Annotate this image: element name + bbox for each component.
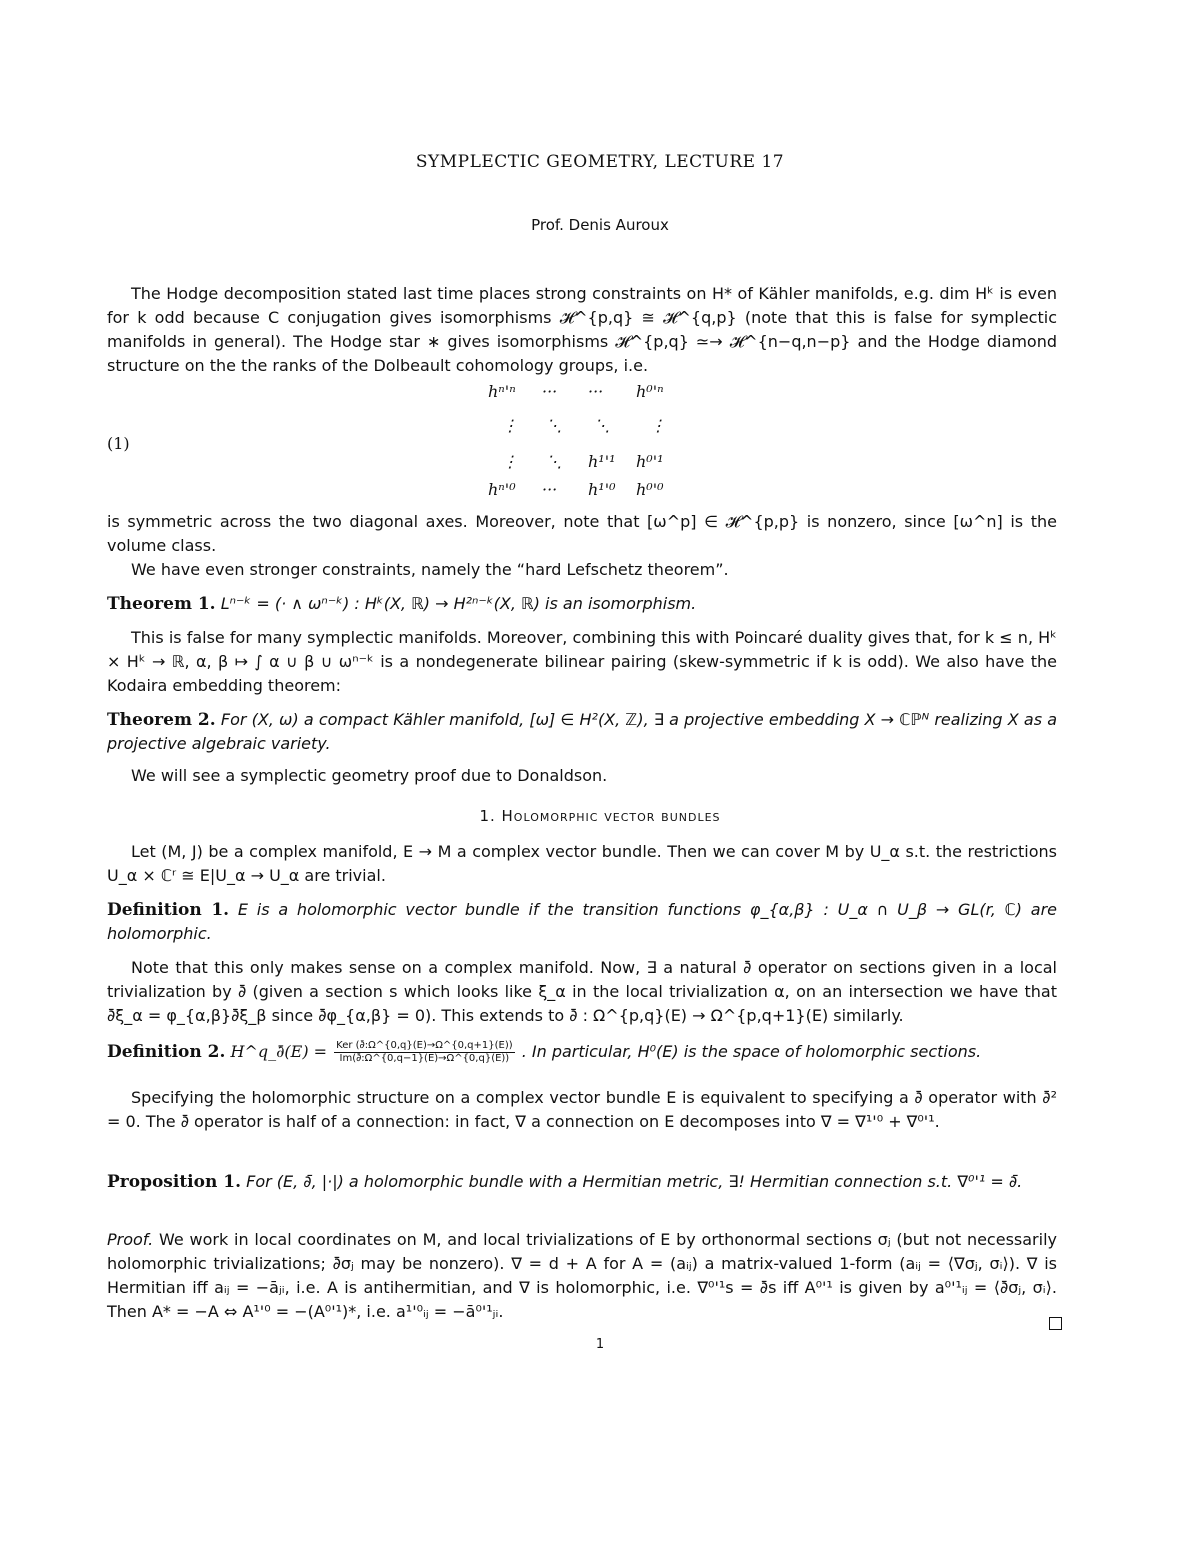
definition-2-label: Definition 2. xyxy=(107,1042,226,1062)
qed-symbol xyxy=(1049,1317,1062,1330)
author-line: Prof. Denis Auroux xyxy=(531,216,669,234)
definition-2-tail: . In particular, H⁰(E) is the space of holomorphic sections. xyxy=(521,1042,982,1061)
bundle-paragraph: Let (M, J) be a complex manifold, E → M a complex vector bundle. Then we can cover M by U_α s.t. the restrictions U_α × ℂʳ ≅ E|U_α → U_α are trivial. xyxy=(107,842,1057,885)
equation-number: (1) xyxy=(107,434,130,453)
diamond-cell: ⋱ xyxy=(546,416,562,435)
fraction-denominator: Im(∂̄:Ω^{0,q−1}(E)→Ω^{0,q}(E)) xyxy=(339,1053,510,1064)
theorem-2-label: Theorem 2. xyxy=(107,710,216,730)
theorem-2-body: For (X, ω) a compact Kähler manifold, [ω] ∈ H²(X, ℤ), ∃ a projective embedding X → ℂℙᴺ realizing X as a projective algebraic variety. xyxy=(107,710,1058,753)
diamond-cell: ··· xyxy=(542,480,558,499)
diamond-cell: ··· xyxy=(588,382,604,401)
diamond-cell: h¹'⁰ xyxy=(588,480,616,499)
theorem-1-label: Theorem 1. xyxy=(107,594,216,614)
poincare-paragraph: This is false for many symplectic manifolds. Moreover, combining this with Poincaré duality gives that, for k ≤ n, Hᵏ × Hᵏ → ℝ, α, β ↦ ∫ α ∪ β ∪ ωⁿ⁻ᵏ is a nondegenerate bilinear pairing (skew-symmetric if k is odd). We also have the Kodaira embedding theorem: xyxy=(107,628,1057,695)
dbar-paragraph: Note that this only makes sense on a complex manifold. Now, ∃ a natural ∂̄ operator on sections given in a local trivialization by ∂̄ (given a section s which looks like ξ_α in the local trivialization α, on an intersection we have that ∂̄ξ_α = φ_{α,β}∂̄ξ_β since ∂̄φ_{α,β} = 0). This extends to ∂̄ : Ω^{p,q}(E) → Ω^{p,q+1}(E) similarly. xyxy=(107,958,1057,1025)
intro-paragraph: The Hodge decomposition stated last time places strong constraints on H* of Kähler manifolds, e.g. dim Hᵏ is even for k odd because C conjugation gives isomorphisms 𝓗^{p,q} ≅ 𝓗^{q,p} (note that this is false for symplectic manifolds in general). The Hodge star ∗ gives isomorphisms 𝓗^{p,q} ≃→ 𝓗^{n−q,n−p} and the Hodge diamond structure on the the ranks of the Dolbeault cohomology groups, i.e. xyxy=(107,284,1057,375)
diamond-cell: h⁰'ⁿ xyxy=(636,382,664,401)
proposition-1-body: For (E, ∂̄, |·|) a holomorphic bundle with a Hermitian metric, ∃! Hermitian connection s.t. ∇⁰'¹ = ∂̄. xyxy=(246,1172,1023,1191)
diamond-cell: hⁿ'ⁿ xyxy=(488,382,516,401)
diamond-cell: hⁿ'⁰ xyxy=(488,480,516,499)
theorem-2 xyxy=(107,708,1057,756)
section-heading: 1. Holomorphic vector bundles xyxy=(479,807,721,825)
proof-label: Proof. xyxy=(107,1230,154,1249)
proof-paragraph xyxy=(107,1228,1057,1324)
diamond-cell: ··· xyxy=(542,382,558,401)
diamond-cell: ⋮ xyxy=(502,416,518,435)
page-number: 1 xyxy=(595,1337,605,1352)
lefschetz-intro: We have even stronger constraints, namely the “hard Lefschetz theorem”. xyxy=(131,560,729,579)
definition-1-label: Definition 1. xyxy=(107,900,230,920)
definition-2-fraction xyxy=(334,1040,514,1065)
definition-1 xyxy=(107,898,1057,946)
symmetry-paragraph: is symmetric across the two diagonal axes. Moreover, note that [ω^p] ∈ 𝓗^{p,p} is nonzero, since [ω^n] is the volume class. xyxy=(107,512,1057,555)
diamond-cell: h⁰'⁰ xyxy=(636,480,664,499)
diamond-cell: h¹'¹ xyxy=(588,452,616,471)
diamond-cell: h⁰'¹ xyxy=(636,452,664,471)
definition-1-body: E is a holomorphic vector bundle if the transition functions φ_{α,β} : U_α ∩ U_β → GL(r, ℂ) are holomorphic. xyxy=(107,900,1057,943)
diamond-cell: ⋱ xyxy=(594,416,610,435)
proposition-1-label: Proposition 1. xyxy=(107,1172,242,1192)
definition-2 xyxy=(107,1040,1057,1065)
theorem-1 xyxy=(107,592,1057,616)
diamond-cell: ⋮ xyxy=(650,416,666,435)
diamond-cell: ⋮ xyxy=(502,452,518,471)
theorem-1-body: Lⁿ⁻ᵏ = (· ∧ ωⁿ⁻ᵏ) : Hᵏ(X, ℝ) → H²ⁿ⁻ᵏ(X, ℝ) is an isomorphism. xyxy=(220,594,697,613)
donaldson-paragraph: We will see a symplectic geometry proof due to Donaldson. xyxy=(131,766,608,785)
connection-paragraph: Specifying the holomorphic structure on a complex vector bundle E is equivalent to specifying a ∂̄ operator with ∂̄² = 0. The ∂̄ operator is half of a connection: in fact, ∇ a connection on E decomposes into ∇ = ∇¹'⁰ + ∇⁰'¹. xyxy=(107,1088,1057,1131)
proposition-1 xyxy=(107,1170,1057,1194)
fraction-numerator: Ker (∂̄:Ω^{0,q}(E)→Ω^{0,q+1}(E)) xyxy=(336,1040,513,1051)
diamond-cell: ⋱ xyxy=(546,452,562,471)
proof-body: We work in local coordinates on M, and local trivializations of E by orthonormal sections σⱼ (but not necessarily holomorphic trivializations; ∂̄σⱼ may be nonzero). ∇ = d + A for A = (aᵢⱼ) a matrix-valued 1-form (aᵢⱼ = ⟨∇σⱼ, σᵢ⟩). ∇ is Hermitian iff aᵢⱼ = −āⱼᵢ, i.e. A is antihermitian, and ∇ is holomorphic, i.e. ∇⁰'¹s = ∂̄s iff A⁰'¹ is given by a⁰'¹ᵢⱼ = ⟨∂̄σⱼ, σᵢ⟩. Then A* = −A ⇔ A¹'⁰ = −(A⁰'¹)*, i.e. a¹'⁰ᵢⱼ = −ā⁰'¹ⱼᵢ. xyxy=(107,1230,1057,1321)
definition-2-lhs: H^q_∂̄(E) = xyxy=(230,1042,328,1061)
hodge-diamond xyxy=(478,380,688,500)
lecture-title: SYMPLECTIC GEOMETRY, LECTURE 17 xyxy=(415,152,785,172)
